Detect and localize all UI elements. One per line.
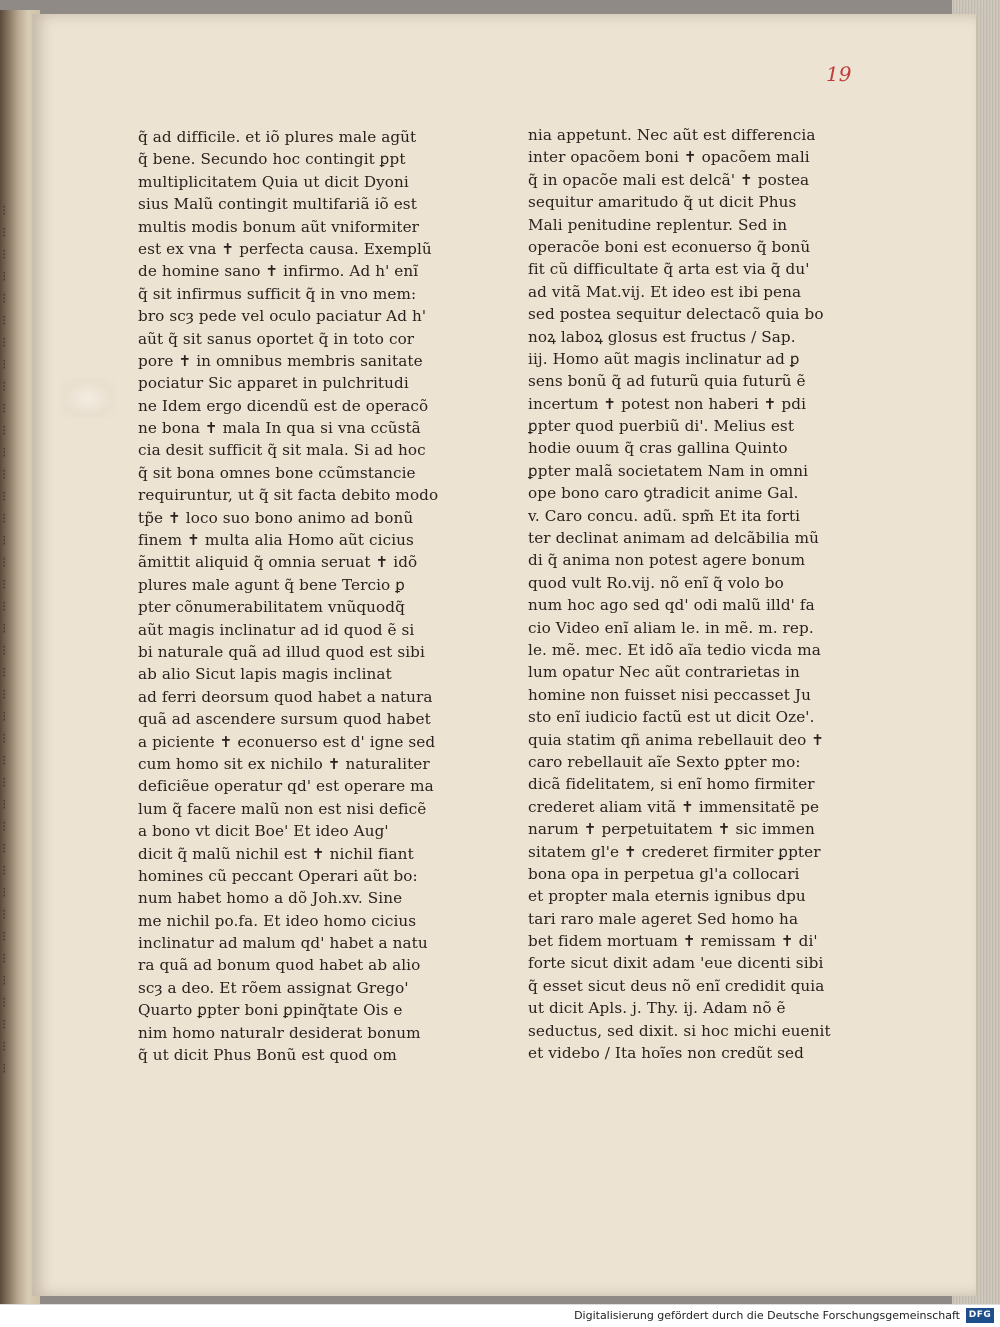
text-line: homine non fuisset nisi peccasset Ju: [528, 685, 811, 704]
paper-stain: [60, 378, 116, 418]
text-line: sed postea sequitur delectacõ quia bo: [528, 305, 824, 324]
text-line: le. mẽ. mec. Et idõ aĩa tedio vicda ma: [528, 640, 821, 659]
text-line: noꝝ laboꝝ glosus est fructus / Sap.: [528, 327, 796, 346]
text-line: hodie ouum q̃ cras gallina Quinto: [528, 439, 788, 458]
text-line: ra quã ad bonum quod habet ab alio: [138, 956, 421, 975]
right-text-column: [528, 124, 846, 1064]
text-line: bro scȝ pede vel oculo paciatur Ad h': [138, 307, 427, 326]
text-line: num habet homo a dõ Joh.xv. Sine: [138, 889, 403, 908]
text-line: multis modis bonum aũt vniformiter: [138, 217, 420, 236]
text-line: ab alio Sicut lapis magis inclinat: [138, 665, 392, 684]
text-line: forte sicut dixit adam 'eue dicenti sibi: [528, 954, 824, 973]
funding-credit: Digitalisierung gefördert durch die Deutsche Forschungsgemeinschaft: [574, 1309, 960, 1322]
text-line: tari raro male ageret Sed homo ha: [528, 909, 799, 928]
text-line: bi naturale quã ad illud quod est sibi: [138, 642, 425, 661]
text-line: requiruntur, ut q̃ sit facta debito modo: [138, 486, 439, 505]
text-line: sius Malũ contingit multifariã iõ est: [138, 195, 417, 214]
text-line: ꝑpter malã societatem Nam in omni: [528, 461, 809, 480]
text-line: inclinatur ad malum qd' habet a natu: [138, 934, 428, 953]
folio-number: 19: [826, 62, 852, 86]
text-line: ad vitã Mat.vij. Et ideo est ibi pena: [528, 282, 802, 301]
text-line: pociatur Sic apparet in pulchritudi: [138, 374, 409, 393]
text-line: cia desit sufficit q̃ sit mala. Si ad hoc: [138, 441, 426, 460]
text-line: ꝑpter quod puerbiũ di'. Melius est: [528, 417, 795, 436]
text-line: operacõe boni est econuerso q̃ bonũ: [528, 237, 811, 256]
text-line: et propter mala eternis ignibus dpu: [528, 887, 806, 906]
text-line: quia statim qñ anima rebellauit deo ✝: [528, 730, 825, 749]
text-line: quã ad ascendere sursum quod habet: [138, 710, 431, 729]
text-line: a bono vt dicit Boe' Et ideo Aug': [138, 822, 389, 841]
text-line: deficiẽue operatur qd' est operare ma: [138, 777, 434, 796]
text-line: ter declinat animam ad delcãbilia mũ: [528, 529, 819, 548]
text-line: tp̃e ✝ loco suo bono animo ad bonũ: [138, 508, 414, 527]
text-line: cio Video enĩ aliam le. in mẽ. m. rep.: [528, 618, 814, 637]
text-line: num hoc ago sed qd' odi malũ illd' fa: [528, 596, 815, 615]
text-line: bet fidem mortuam ✝ remissam ✝ di': [528, 932, 818, 951]
text-line: ãmittit aliquid q̃ omnia seruat ✝ idõ: [138, 553, 418, 572]
text-line: ad ferri deorsum quod habet a natura: [138, 687, 433, 706]
text-line: lum opatur Nec aũt contrarietas in: [528, 663, 800, 682]
text-line: q̃ sit infirmus sufficit q̃ in vno mem:: [138, 284, 417, 303]
text-line: seductus, sed dixit. si hoc michi euenit: [528, 1021, 831, 1040]
text-line: q̃ in opacõe mali est delcã' ✝ postea: [528, 170, 810, 189]
text-line: sequitur amaritudo q̃ ut dicit Phus: [528, 193, 797, 212]
text-line: lum q̃ facere malũ non est nisi deficẽ: [138, 799, 427, 818]
text-line: v. Caro concu. adũ. spm̃ Et ita forti: [528, 506, 801, 525]
text-line: finem ✝ multa alia Homo aũt cicius: [138, 531, 414, 550]
text-line: homines cũ peccant Operari aũt bo:: [138, 866, 418, 885]
text-line: dicã fidelitatem, si enĩ homo firmiter: [528, 775, 815, 794]
text-line: aũt q̃ sit sanus oportet q̃ in toto cor: [138, 329, 415, 348]
text-line: pore ✝ in omnibus membris sanitate: [138, 351, 423, 370]
text-line: aũt magis inclinatur ad id quod ẽ si: [138, 620, 415, 639]
text-line: me nichil po.fa. Et ideo homo cicius: [138, 911, 417, 930]
text-line: fit cũ difficultate q̃ arta est via q̃ du': [528, 260, 810, 279]
text-line: sto enĩ iudicio factũ est ut dicit Oze'.: [528, 708, 815, 727]
text-line: sitatem gl'e ✝ crederet firmiter ꝑpter: [528, 842, 821, 861]
text-line: ne Idem ergo dicendũ est de operacõ: [138, 396, 429, 415]
text-line: est ex vna ✝ perfecta causa. Exemplũ: [138, 239, 432, 258]
text-line: di q̃ anima non potest agere bonum: [528, 551, 806, 570]
text-line: iij. Homo aũt magis inclinatur ad ꝑ: [528, 349, 800, 368]
text-line: ope bono caro ꝯtradicit anime Gal.: [528, 484, 799, 503]
text-line: q̃ esset sicut deus nõ enĩ credidit quia: [528, 976, 825, 995]
text-line: multiplicitatem Quia ut dicit Dyoni: [138, 172, 409, 191]
text-line: cum homo sit ex nichilo ✝ naturaliter: [138, 754, 430, 773]
text-line: scȝ a deo. Et rõem assignat Grego': [138, 978, 409, 997]
text-line: incertum ✝ potest non haberi ✝ pdi: [528, 394, 807, 413]
text-line: Mali penitudine replentur. Sed in: [528, 215, 788, 234]
text-line: narum ✝ perpetuitatem ✝ sic immen: [528, 820, 815, 839]
text-line: Quarto ꝑpter boni ꝑpinq̃tate Ois e: [138, 1001, 403, 1020]
text-line: inter opacõem boni ✝ opacõem mali: [528, 148, 810, 167]
text-line: quod vult Ro.vij. nõ enĩ q̃ volo bo: [528, 573, 784, 592]
text-line: caro rebellauit aĩe Sexto ꝑpter mo:: [528, 752, 801, 771]
text-line: de homine sano ✝ infirmo. Ad h' enĩ: [138, 262, 419, 281]
left-text-column: [138, 126, 456, 1066]
footer-bar: [0, 1304, 1000, 1327]
text-line: ne bona ✝ mala In qua si vna ccũstã: [138, 419, 421, 438]
text-line: nim homo naturalr desiderat bonum: [138, 1023, 421, 1042]
text-line: nia appetunt. Nec aũt est differencia: [528, 126, 816, 144]
text-line: q̃ bene. Secundo hoc contingit ꝑpt: [138, 150, 406, 169]
text-line: plures male agunt q̃ bene Tercio ꝑ: [138, 575, 405, 594]
text-line: ut dicit Apls. j. Thy. ij. Adam nõ ẽ: [528, 999, 786, 1018]
text-line: sens bonũ q̃ ad futurũ quia futurũ ẽ: [528, 372, 806, 391]
text-line: bona opa in perpetua gl'a collocari: [528, 864, 800, 883]
text-line: q̃ ut dicit Phus Bonũ est quod om: [138, 1046, 397, 1065]
text-line: crederet aliam vitã ✝ immensitatẽ pe: [528, 797, 820, 816]
text-line: q̃ ad difficile. et iõ plures male agũt: [138, 128, 417, 146]
text-line: dicit q̃ malũ nichil est ✝ nichil fiant: [138, 844, 414, 863]
text-line: a piciente ✝ econuerso est d' igne sed: [138, 732, 436, 751]
manuscript-page: [32, 14, 978, 1296]
text-line: pter cõnumerabilitatem vnũquodq̃: [138, 598, 405, 617]
text-line: et videbo / Ita hoĩes non credũt sed: [528, 1044, 804, 1063]
dfg-logo: DFG: [966, 1308, 994, 1323]
text-line: q̃ sit bona omnes bone ccũmstancie: [138, 463, 416, 482]
previous-page-text-fragment: ⁝ ⁝ ⁝ ⁝ ⁝ ⁝ ⁝ ⁝ ⁝ ⁝ ⁝ ⁝ ⁝ ⁝ ⁝ ⁝ ⁝ ⁝ ⁝ ⁝ ⁝ ⁝ ⁝ ⁝ ⁝ ⁝ ⁝ ⁝ ⁝ ⁝ ⁝ ⁝ ⁝ ⁝ ⁝ ⁝ ⁝ ⁝ ⁝ ⁝: [2, 203, 7, 1077]
